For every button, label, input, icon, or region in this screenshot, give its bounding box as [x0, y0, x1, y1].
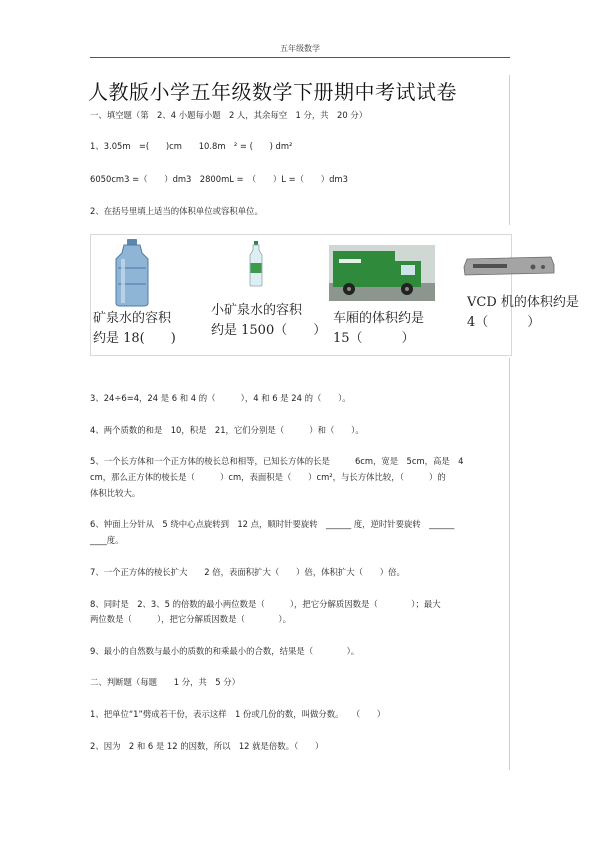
item-caption-1-line-1: 矿泉水的容积	[93, 311, 172, 326]
item-caption-2-line-2: 约是 1500（ ）	[211, 323, 327, 338]
question-3: 3、24÷6=4，24 是 6 和 4 的（ ），4 和 6 是 24 的（ ）。	[90, 393, 351, 403]
judge-question-1: 1、把单位“1”劈成若干份，表示这样 1 份或几份的数，叫做分数。 （ ）	[90, 709, 386, 719]
section2-heading: 二、判断题（每题 1 分，共 5 分）	[90, 677, 240, 687]
page-border-right-lower	[509, 358, 510, 770]
item-caption-1-line-2: 约是 18( )	[93, 331, 176, 346]
question-1-line-2: 6050cm3 =（ ）dm3 2800mL = （ ）L =（ ）dm3	[90, 174, 348, 184]
question-1-line-1: 1、3.05m =( )cm 10.8m ² = ( ) dm²	[90, 141, 293, 151]
vcd-player-icon	[463, 253, 555, 277]
water-jug-icon	[113, 239, 151, 307]
question-8-line-2: 两位数是（ ），把它分解质因数是（ ）。	[90, 614, 291, 624]
question-5-line-1: 5、一个长方体和一个正方体的棱长总和相等，已知长方体的长是 6cm，宽是 5cm，高是 4	[90, 456, 464, 466]
question-9: 9、最小的自然数与最小的质数的和乘最小的合数，结果是（ ）。	[90, 646, 360, 656]
question-7: 7、一个正方体的棱长扩大 2 倍，表面积扩大（ ）倍，体积扩大（ ）倍。	[90, 567, 405, 577]
item-caption-4-line-2: 4（ ）	[467, 315, 541, 330]
header-divider	[90, 57, 510, 58]
item-caption-3-line-2: 15（ ）	[333, 331, 415, 346]
question-8-line-1: 8、同时是 2、3、5 的倍数的最小两位数是（ ），把它分解质因数是（ ）；最大	[90, 599, 441, 609]
question-6-line-1: 6、钟面上分针从 5 绕中心点旋转到 12 点，顺时针要旋转 ______ 度，逆时针要旋转 ______	[90, 519, 455, 529]
question-2: 2、在括号里填上适当的体积单位或容积单位。	[90, 206, 263, 216]
item-caption-3-line-1: 车厢的体积约是	[333, 311, 425, 326]
question-6-line-2: ____度。	[90, 535, 124, 545]
item-caption-2-line-1: 小矿泉水的容积	[211, 303, 303, 318]
water-bottle-icon	[249, 241, 263, 287]
item-caption-4-line-1: VCD 机的体积约是	[467, 295, 579, 310]
judge-question-2: 2、因为 2 和 6 是 12 的因数，所以 12 就是倍数。（ ）	[90, 741, 324, 751]
question-5-line-3: 体积比较大。	[90, 488, 141, 498]
question-4: 4、两个质数的和是 10，积是 21，它们分别是（ ）和（ ）。	[90, 425, 364, 435]
image-strip	[90, 234, 579, 356]
page-border-right	[509, 75, 510, 225]
page-header: 五年级数学	[280, 44, 320, 53]
section1-heading: 一、填空题（第 2、4 小题每小题 2 人，其余每空 1 分，共 20 分）	[90, 110, 368, 120]
truck-icon	[329, 245, 435, 301]
question-5-line-2: cm，那么正方体的棱长是（ ）cm，表面积是（ ）cm²，与长方体比较，（ ）的	[90, 472, 446, 482]
document-title: 人教版小学五年级数学下册期中考试试卷	[88, 80, 457, 104]
